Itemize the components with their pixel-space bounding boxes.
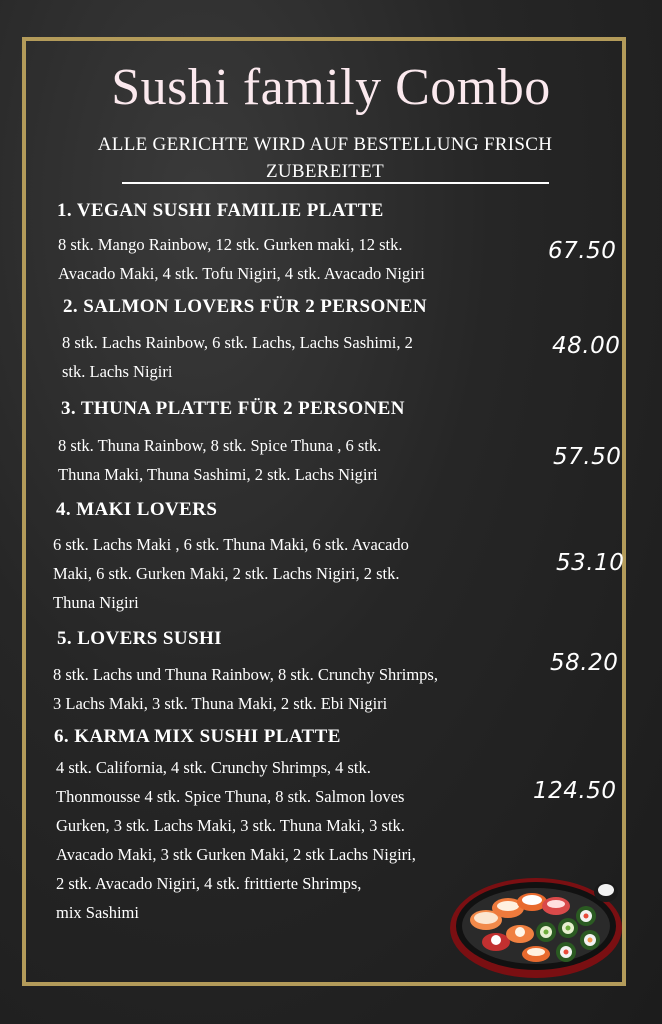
- item-description-line: 8 stk. Mango Rainbow, 12 stk. Gurken maki, 12 stk.: [58, 235, 403, 254]
- item-price: 53.10: [556, 550, 625, 576]
- item-price: 124.50: [533, 778, 617, 804]
- item-price: 57.50: [553, 444, 622, 470]
- item-description-line: 6 stk. Lachs Maki , 6 stk. Thuna Maki, 6 stk. Avacado: [53, 535, 409, 554]
- item-heading: 4. MAKI LOVERS: [56, 499, 218, 520]
- item-heading: 1. VEGAN SUSHI FAMILIE PLATTE: [57, 200, 384, 221]
- item-description-line: 4 stk. California, 4 stk. Crunchy Shrimps, 4 stk.: [56, 758, 371, 777]
- page-subtitle: ALLE GERICHTE WIRD AUF BESTELLUNG FRISCH ZUBEREITET: [97, 134, 553, 182]
- item-heading: 3. THUNA PLATTE FÜR 2 PERSONEN: [61, 398, 405, 419]
- item-description-line: 2 stk. Avacado Nigiri, 4 stk. frittierte Shrimps,: [56, 874, 362, 893]
- item-price: 67.50: [548, 238, 617, 264]
- item-description-line: Avacado Maki, 3 stk Gurken Maki, 2 stk Lachs Nigiri,: [56, 845, 416, 864]
- item-heading: 5. LOVERS SUSHI: [57, 628, 222, 649]
- item-description-line: Maki, 6 stk. Gurken Maki, 2 stk. Lachs Nigiri, 2 stk.: [53, 564, 400, 583]
- page-title: Sushi family Combo: [111, 59, 551, 116]
- item-price: 48.00: [552, 333, 621, 359]
- item-heading: 6. KARMA MIX SUSHI PLATTE: [54, 726, 341, 747]
- item-description-line: Gurken, 3 stk. Lachs Maki, 3 stk. Thuna Maki, 3 stk.: [56, 816, 405, 835]
- item-description-line: Thonmousse 4 stk. Spice Thuna, 8 stk. Salmon loves: [56, 787, 405, 806]
- sushi-platter-image: [446, 872, 622, 978]
- item-description-line: 8 stk. Lachs und Thuna Rainbow, 8 stk. Crunchy Shrimps,: [53, 665, 438, 684]
- divider: [122, 182, 549, 184]
- item-price: 58.20: [550, 650, 619, 676]
- item-description-line: Thuna Maki, Thuna Sashimi, 2 stk. Lachs Nigiri: [58, 465, 378, 484]
- item-description-line: 3 Lachs Maki, 3 stk. Thuna Maki, 2 stk. Ebi Nigiri: [53, 694, 388, 713]
- item-description-line: 8 stk. Thuna Rainbow, 8 stk. Spice Thuna , 6 stk.: [58, 436, 382, 455]
- item-description-line: mix Sashimi: [56, 903, 139, 922]
- item-description-line: stk. Lachs Nigiri: [62, 362, 173, 381]
- item-description-line: Thuna Nigiri: [53, 593, 139, 612]
- item-description-line: Avacado Maki, 4 stk. Tofu Nigiri, 4 stk. Avacado Nigiri: [58, 264, 425, 283]
- item-description-line: 8 stk. Lachs Rainbow, 6 stk. Lachs, Lachs Sashimi, 2: [62, 333, 413, 352]
- item-heading: 2. SALMON LOVERS FÜR 2 PERSONEN: [63, 296, 427, 317]
